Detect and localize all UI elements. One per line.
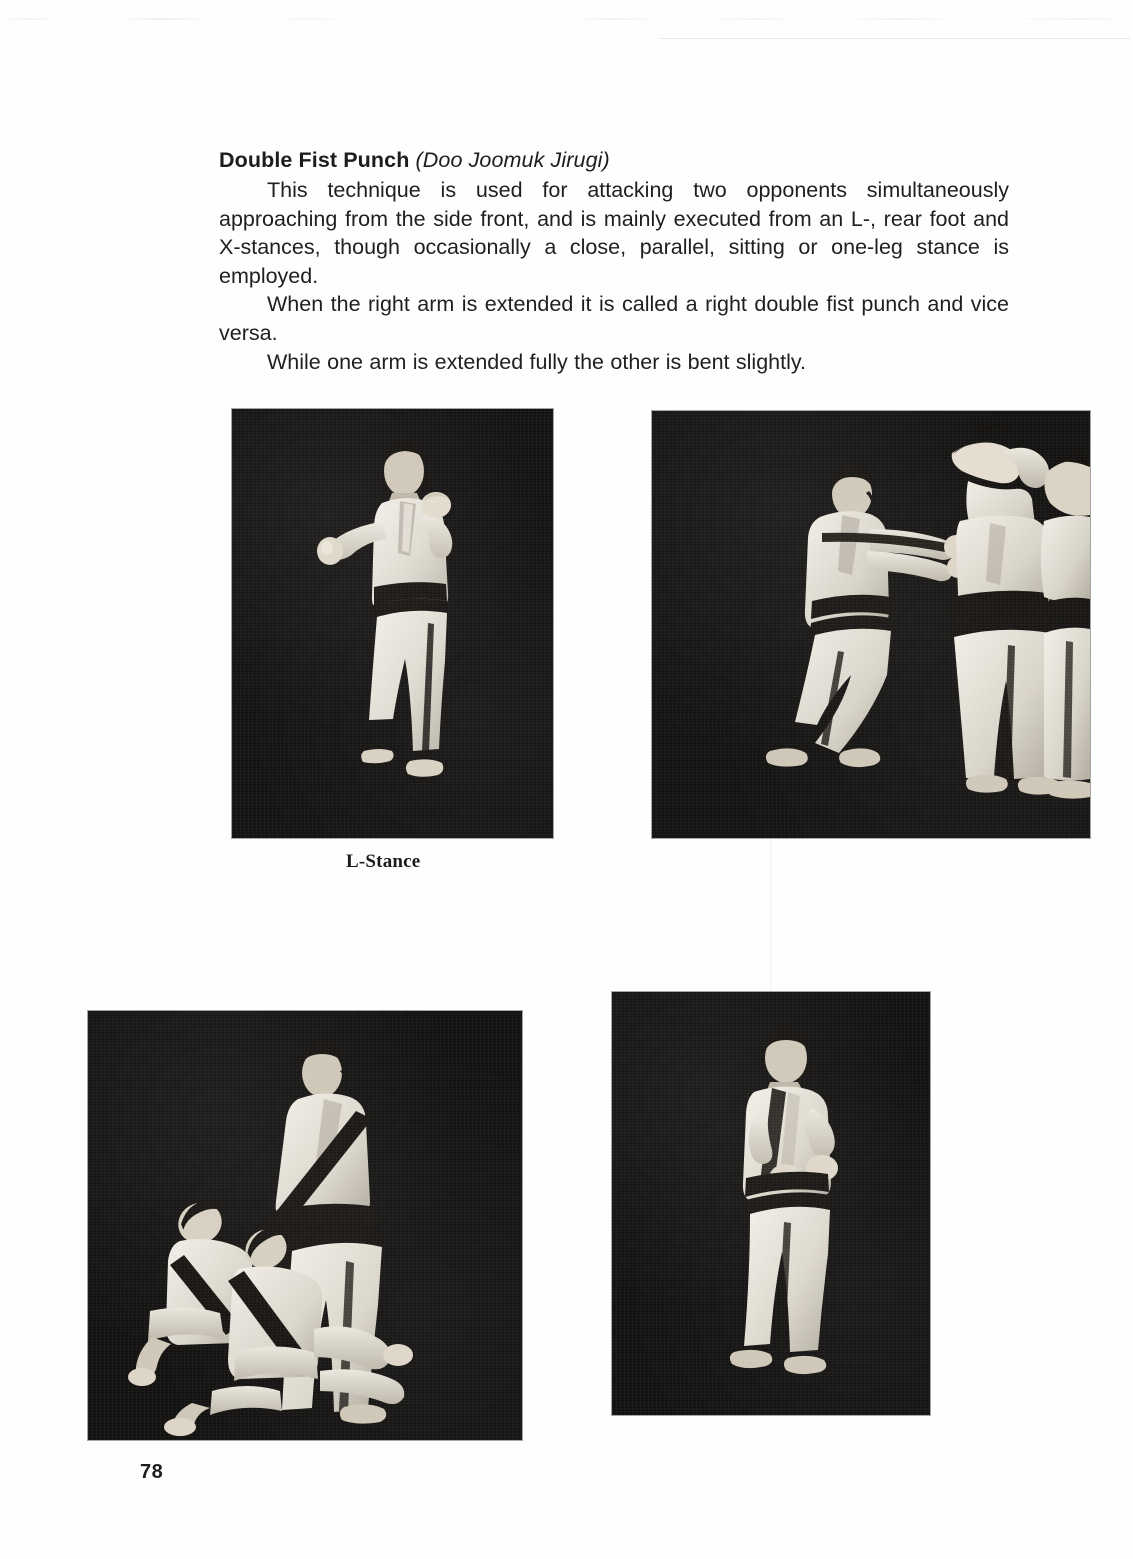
caption-l-stance: L-Stance bbox=[346, 851, 421, 872]
paragraph-3: While one arm is extended fully the other is bent slightly. bbox=[267, 349, 806, 374]
photo-ready-stance-art bbox=[612, 992, 930, 1415]
photo-downed-opponents-art bbox=[88, 1011, 522, 1440]
text-block bbox=[219, 146, 1009, 376]
photo-l-stance bbox=[232, 409, 553, 838]
photo-two-opponents-art bbox=[652, 411, 1090, 838]
paragraph-2: When the right arm is extended it is called a right double fist punch and vice versa. bbox=[219, 292, 1009, 345]
photo-two-opponents bbox=[652, 411, 1090, 838]
page-title-korean: (Doo Joomuk Jirugi) bbox=[415, 148, 610, 172]
photo-ready-stance bbox=[612, 992, 930, 1415]
photo-downed-opponents bbox=[88, 1011, 522, 1440]
page-number: 78 bbox=[140, 1461, 164, 1483]
scan-artifact-top bbox=[0, 0, 1133, 46]
page-title bbox=[219, 146, 1009, 174]
paragraph-1: This technique is used for attacking two opponents simultaneously approaching from the side front, and is mainly executed from an L-, rear foot and X-stances, though occasionally a close, parallel, sitting or one-leg stance is employed. bbox=[219, 178, 1009, 288]
page-title-english: Double Fist Punch bbox=[219, 148, 416, 172]
photo-l-stance-art bbox=[232, 409, 553, 838]
